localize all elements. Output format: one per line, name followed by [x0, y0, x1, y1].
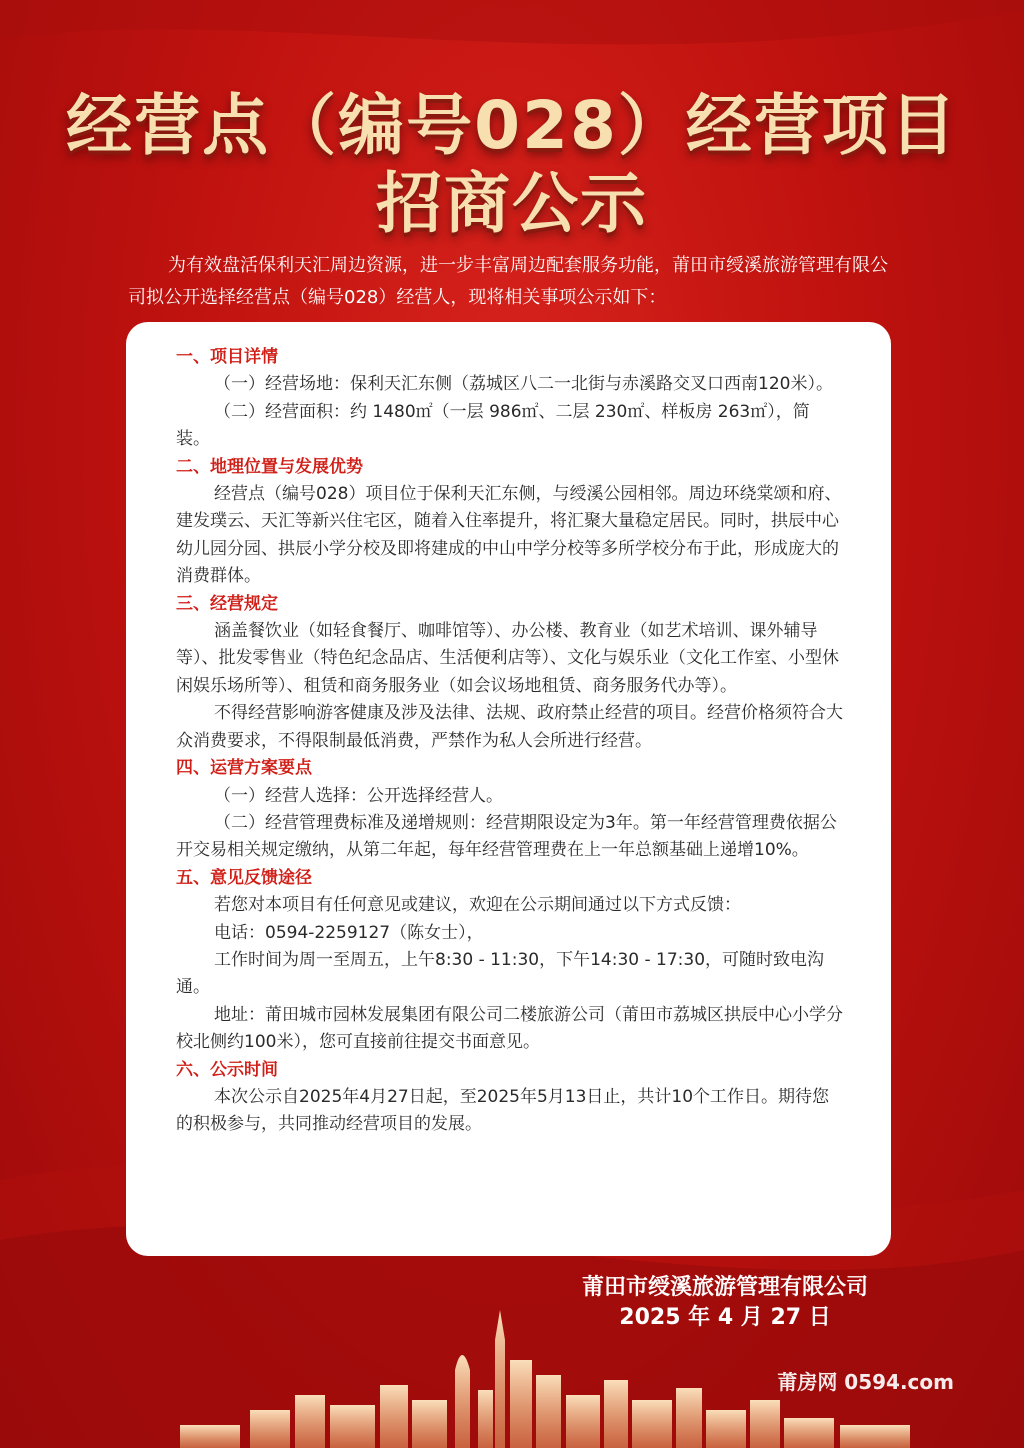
section-4-para-1: （一）经营人选择：公开选择经营人。 [214, 785, 503, 806]
section-heading-2: 二、地理位置与发展优势 [176, 456, 363, 477]
section-5-hours: 工作时间为周一至周五，上午8:30 - 11:30，下午14:30 - 17:30，可随时致电沟通。 [176, 949, 825, 998]
section-2-para-1: 经营点（编号028）项目位于保利天汇东侧，与绶溪公园相邻。周边环绕棠颂和府、建发璞云、天汇等新兴住宅区，随着入住率提升，将汇聚大量稳定居民。同时，拱辰中心幼儿园分园、拱辰小学分校及即将建成的中山中学分校等多所学校分布于此，形成庞大的消费群体。 [176, 484, 842, 587]
section-3-para-1: 涵盖餐饮业（如轻食餐厅、咖啡馆等）、办公楼、教育业（如艺术培训、课外辅导等）、批发零售业（特色纪念品店、生活便利店等）、文化与娱乐业（文化工作室、小型休闲娱乐场所等）、租赁和商务服务业（如会议场地租赁、商务服务代办等）。 [176, 621, 839, 696]
issue-date: 2025 年 4 月 27 日 [619, 1305, 831, 1330]
section-1-para-1: （一）经营场地：保利天汇东侧（荔城区八二一北街与赤溪路交叉口西南120米）。 [214, 374, 833, 395]
section-3-para-2: 不得经营影响游客健康及涉及法律、法规、政府禁止经营的项目。经营价格须符合大众消费要求，不得限制最低消费，严禁作为私人会所进行经营。 [176, 703, 843, 751]
site-watermark: 莆房网 0594.com [777, 1370, 954, 1394]
issuer-organization: 莆田市绶溪旅游管理有限公司 [581, 1275, 868, 1300]
section-1-para-2: （二）经营面积：约 1480㎡（一层 986㎡、二层 230㎡、样板房 263㎡），简装。 [176, 401, 810, 450]
poster-title-line2: 招商公示 [376, 165, 648, 242]
poster-title-line1: 经营点（编号028）经营项目 [66, 87, 958, 164]
section-heading-4: 四、运营方案要点 [176, 758, 312, 779]
section-6-para-1: 本次公示自2025年4月27日起，至2025年5月13日止，共计10个工作日。期待您的积极参与，共同推动经营项目的发展。 [176, 1086, 830, 1135]
section-heading-5: 五、意见反馈途径 [176, 867, 312, 888]
notice-card [126, 322, 891, 1256]
section-5-address: 地址：莆田城市园林发展集团有限公司二楼旅游公司（莆田市荔城区拱辰中心小学分校北侧约100米），您可直接前往提交书面意见。 [176, 1004, 843, 1053]
intro-paragraph: 为有效盘活保利天汇周边资源，进一步丰富周边配套服务功能，莆田市绶溪旅游管理有限公司拟公开选择经营点（编号028）经营人，现将相关事项公示如下： [128, 255, 888, 308]
section-heading-6: 六、公示时间 [176, 1059, 278, 1080]
section-heading-1: 一、项目详情 [176, 347, 278, 367]
section-4-para-2: （二）经营管理费标准及递增规则：经营期限设定为3年。第一年经营管理费依据公开交易相关规定缴纳，从第二年起，每年经营管理费在上一年总额基础上递增10%。 [176, 812, 837, 861]
section-5-para-1: 若您对本项目有任何意见或建议，欢迎在公示期间通过以下方式反馈： [214, 895, 741, 916]
section-heading-3: 三、经营规定 [176, 593, 278, 614]
section-5-phone: 电话：0594-2259127（陈女士）， [214, 922, 484, 943]
